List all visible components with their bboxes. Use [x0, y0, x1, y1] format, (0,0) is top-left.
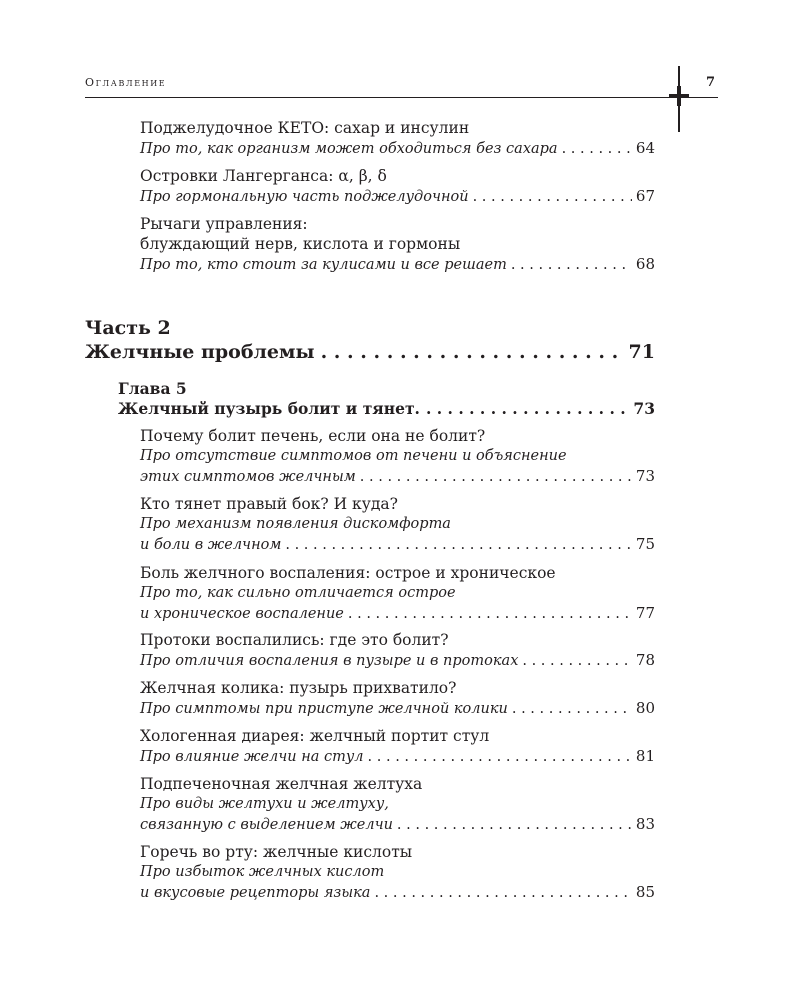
- entry-page: 77: [635, 604, 655, 622]
- entry-description: и хроническое воспаление: [140, 606, 344, 622]
- entry-page: 83: [635, 815, 655, 833]
- entry-page: 73: [635, 467, 655, 485]
- part-page: 71: [628, 341, 655, 363]
- entry-leader-line: [140, 466, 655, 487]
- entry-title: Почему болит печень, если она не болит?: [140, 427, 486, 445]
- entry-leader-line: [140, 650, 655, 671]
- part-heading[interactable]: [85, 316, 655, 364]
- part-label: Часть 2: [85, 317, 171, 339]
- entry-description: Про влияние желчи на стул: [140, 749, 364, 765]
- entry-page: 67: [635, 187, 655, 205]
- entry-description: Про отличия воспаления в пузыре и в протоках: [140, 653, 519, 669]
- entry-title: Хологенная диарея: желчный портит стул: [140, 727, 490, 745]
- toc-entry[interactable]: [140, 118, 655, 159]
- entry-page: 78: [635, 651, 655, 669]
- entry-title-continued: блуждающий нерв, кислота и гормоны: [140, 235, 461, 253]
- dot-leader: [368, 747, 632, 767]
- entry-title: Желчная колика: пузырь прихватило?: [140, 679, 457, 697]
- part-title: Желчные проблемы: [85, 341, 315, 363]
- running-head-title: Оглавление: [85, 76, 167, 89]
- entry-leader-line: [140, 534, 655, 555]
- toc-entry[interactable]: [140, 166, 655, 207]
- entry-leader-line: [140, 186, 655, 207]
- entry-description: Про гормональную часть поджелудочной: [140, 189, 469, 205]
- entry-description: Про отсутствие симптомов от печени и объяснение: [140, 448, 567, 464]
- entry-title: Протоки воспалились: где это болит?: [140, 631, 449, 649]
- toc-entry[interactable]: [140, 214, 655, 275]
- dot-leader: [285, 535, 632, 555]
- header-rule: [85, 97, 718, 98]
- entry-description: Про избыток желчных кислот: [140, 864, 385, 880]
- entry-page: 81: [635, 747, 655, 765]
- chapter-leader-line: [118, 399, 655, 419]
- dot-leader: [321, 340, 623, 364]
- entry-leader-line: [140, 882, 655, 903]
- entry-title: Рычаги управления:: [140, 215, 308, 233]
- entry-page: 80: [635, 699, 655, 717]
- entry-description: этих симптомов желчным: [140, 469, 356, 485]
- toc-entry[interactable]: [140, 563, 655, 624]
- dot-leader: [512, 699, 632, 719]
- entry-leader-line: [140, 254, 655, 275]
- entry-title: Кто тянет правый бок? И куда?: [140, 495, 398, 513]
- registration-cross-icon: [669, 86, 689, 106]
- chapter-title: Желчный пузырь болит и тянет.: [118, 399, 420, 418]
- entry-description: связанную с выделением желчи: [140, 817, 393, 833]
- entry-leader-line: [140, 138, 655, 159]
- entry-description: и боли в желчном: [140, 537, 282, 553]
- entry-description: Про то, кто стоит за кулисами и все решает: [140, 257, 507, 273]
- dot-leader: [522, 651, 632, 671]
- entry-description: Про виды желтухи и желтуху,: [140, 796, 389, 812]
- dot-leader: [360, 467, 632, 487]
- entry-leader-line: [140, 814, 655, 835]
- dot-leader: [348, 604, 632, 624]
- dot-leader: [511, 255, 632, 275]
- toc-entry[interactable]: [140, 726, 655, 767]
- entry-description: Про симптомы при приступе желчной колики: [140, 701, 508, 717]
- entry-title: Поджелудочное КЕТО: сахар и инсулин: [140, 119, 470, 137]
- entry-page: 64: [635, 139, 655, 157]
- toc-entry[interactable]: [140, 426, 655, 487]
- part-leader-line: [85, 340, 655, 364]
- dot-leader: [397, 815, 632, 835]
- dot-leader: [473, 187, 632, 207]
- toc-entry[interactable]: [140, 842, 655, 903]
- toc-entry[interactable]: [140, 774, 655, 835]
- entry-leader-line: [140, 603, 655, 624]
- entry-page: 85: [635, 883, 655, 901]
- entry-description: и вкусовые рецепторы языка: [140, 885, 371, 901]
- entry-title: Боль желчного воспаления: острое и хроническое: [140, 564, 556, 582]
- entry-description: Про то, как сильно отличается острое: [140, 585, 456, 601]
- entry-description: Про то, как организм может обходиться без сахара: [140, 141, 558, 157]
- entry-description: Про механизм появления дискомфорта: [140, 516, 451, 532]
- entry-page: 75: [635, 535, 655, 553]
- entry-title: Горечь во рту: желчные кислоты: [140, 843, 413, 861]
- chapter-heading[interactable]: [118, 379, 655, 419]
- entry-leader-line: [140, 746, 655, 767]
- toc-entry[interactable]: [140, 494, 655, 555]
- toc-entry[interactable]: [140, 678, 655, 719]
- entry-leader-line: [140, 698, 655, 719]
- dot-leader: [374, 883, 631, 903]
- entry-page: 68: [635, 255, 655, 273]
- chapter-label: Глава 5: [118, 379, 187, 398]
- dot-leader: [562, 139, 632, 159]
- chapter-page: 73: [633, 399, 655, 418]
- entry-title: Подпеченочная желчная желтуха: [140, 775, 423, 793]
- page-number: 7: [706, 75, 716, 90]
- dot-leader: [426, 399, 627, 419]
- toc-entry[interactable]: [140, 630, 655, 671]
- entry-title: Островки Лангерганса: α, β, δ: [140, 167, 387, 185]
